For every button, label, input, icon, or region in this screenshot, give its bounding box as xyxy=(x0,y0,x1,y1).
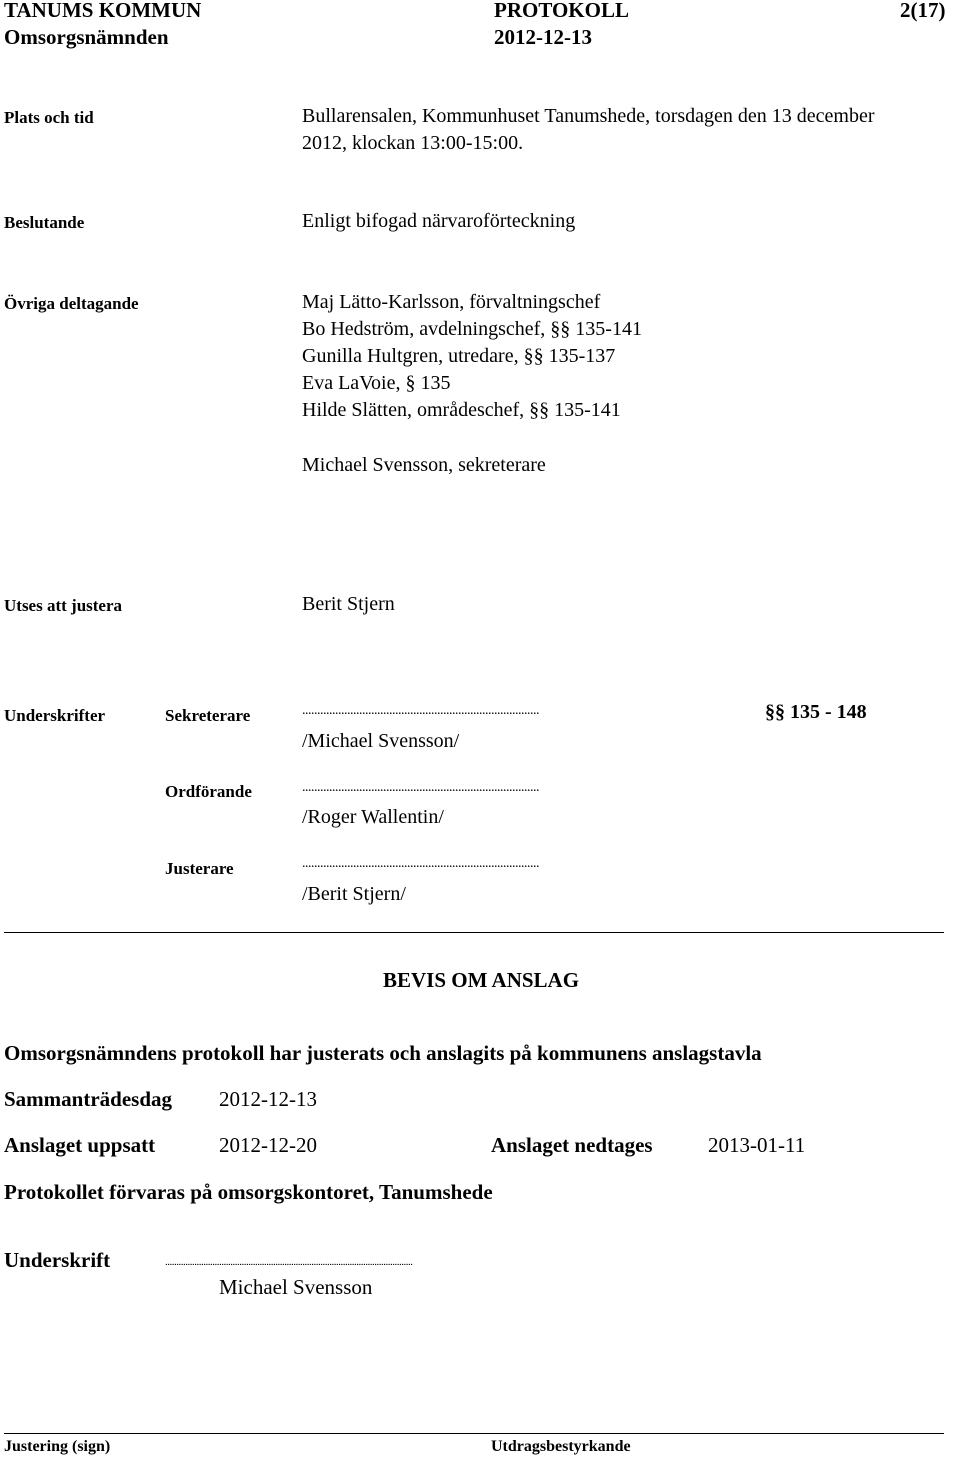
posted-label: Anslaget uppsatt xyxy=(4,1133,156,1157)
meeting-date-header: 2012-12-13 xyxy=(494,25,592,49)
notice-statement: Omsorgsnämndens protokoll har justerats och anslagits på kommunens anslagstavla xyxy=(4,1041,762,1065)
footer-divider xyxy=(4,1433,944,1434)
footer-certified-extract: Utdragsbestyrkande xyxy=(491,1438,631,1455)
deciding-label: Beslutande xyxy=(4,213,85,232)
secretary-line: Michael Svensson, sekreterare xyxy=(302,454,546,476)
notice-title: BEVIS OM ANSLAG xyxy=(383,968,580,992)
page-number: 2(17) xyxy=(900,0,946,22)
sign-label: Underskrift xyxy=(4,1248,111,1272)
municipality-name: TANUMS KOMMUN xyxy=(4,0,202,22)
document-type: PROTOKOLL xyxy=(494,0,629,22)
other-participant: Eva LaVoie, § 135 xyxy=(302,372,451,394)
storage-statement: Protokollet förvaras på omsorgskontoret, Tanumshede xyxy=(4,1180,493,1204)
secretary-name: /Michael Svensson/ xyxy=(302,730,460,752)
meeting-date-value: 2012-12-13 xyxy=(219,1087,317,1111)
chair-signature-line: ............................................................................... xyxy=(302,780,539,795)
adjust-label: Utses att justera xyxy=(4,596,123,615)
posted-date: 2012-12-20 xyxy=(219,1133,317,1157)
deciding-value: Enligt bifogad närvaroförteckning xyxy=(302,210,576,232)
sign-name: Michael Svensson xyxy=(219,1275,373,1299)
others-label: Övriga deltagande xyxy=(4,294,139,313)
other-participant: Hilde Slätten, områdeschef, §§ 135-141 xyxy=(302,399,621,421)
other-participant: Bo Hedström, avdelningschef, §§ 135-141 xyxy=(302,318,642,340)
removed-label: Anslaget nedtages xyxy=(491,1133,653,1157)
place-line-1: Bullarensalen, Kommunhuset Tanumshede, torsdagen den 13 december xyxy=(302,105,875,127)
secretary-role: Sekreterare xyxy=(165,706,251,725)
adjuster-role: Justerare xyxy=(165,859,234,878)
footer-adjust-sign: Justering (sign) xyxy=(4,1438,111,1455)
paragraph-range: §§ 135 - 148 xyxy=(765,701,867,723)
adjuster-signature-line: ............................................................................... xyxy=(302,856,539,871)
other-participant: Gunilla Hultgren, utredare, §§ 135-137 xyxy=(302,345,616,367)
meeting-date-label: Sammanträdesdag xyxy=(4,1087,173,1111)
chair-name: /Roger Wallentin/ xyxy=(302,806,444,828)
chair-role: Ordförande xyxy=(165,782,252,801)
section-divider xyxy=(4,932,944,933)
sign-line: .............................................................................................................. xyxy=(165,1256,413,1268)
signatures-label: Underskrifter xyxy=(4,706,106,725)
secretary-signature-line: ............................................................................... xyxy=(302,703,539,718)
adjuster-name: /Berit Stjern/ xyxy=(302,883,406,905)
committee-name: Omsorgsnämnden xyxy=(4,25,169,49)
other-participant: Maj Lätto-Karlsson, förvaltningschef xyxy=(302,291,601,313)
place-label: Plats och tid xyxy=(4,108,94,127)
adjust-value: Berit Stjern xyxy=(302,593,395,615)
removed-date: 2013-01-11 xyxy=(708,1133,806,1157)
place-line-2: 2012, klockan 13:00-15:00. xyxy=(302,132,524,154)
